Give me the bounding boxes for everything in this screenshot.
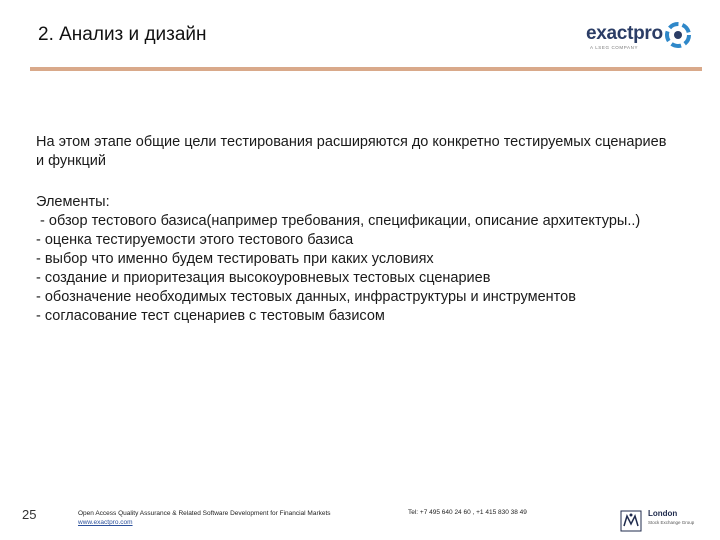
logo-wordmark: exactpro [586, 23, 663, 44]
lse-name: London [648, 509, 678, 518]
elements-heading: Элементы: [36, 194, 110, 210]
header-divider [30, 67, 702, 71]
list-item: - выбор что именно будем тестировать при каких условиях [36, 251, 434, 267]
logo-tagline: A LSEG COMPANY [590, 45, 639, 50]
lse-subtitle: Stock Exchange Group [648, 520, 695, 525]
page-number: 25 [22, 507, 37, 522]
footer-info [78, 509, 331, 527]
slide-body [36, 133, 676, 326]
footer-description: Open Access Quality Assurance & Related Software Development for Financial Markets [78, 510, 331, 517]
exactpro-mark-icon [664, 21, 692, 49]
lse-logo [620, 508, 700, 532]
slide-title: 2. Анализ и дизайн [38, 24, 207, 45]
list-item: - обзор тестового базиса(например требования, спецификации, описание архитектуры..) [36, 213, 641, 229]
list-item: - обозначение необходимых тестовых данных, инфраструктуры и инструментов [36, 289, 576, 305]
list-item: - создание и приоритезация высокоуровневых тестовых сценариев [36, 270, 491, 286]
lse-crest-icon [620, 510, 642, 532]
footer-contacts: Tel: +7 495 640 24 60 , +1 415 830 38 49 [408, 509, 527, 516]
list-item: - согласование тест сценариев с тестовым базисом [36, 308, 385, 324]
footer-website-link[interactable]: www.exactpro.com [78, 519, 133, 526]
exactpro-logo [584, 19, 694, 55]
list-item: - оценка тестируемости этого тестового базиса [36, 232, 354, 248]
intro-paragraph: На этом этапе общие цели тестирования расширяются до конкретно тестируемых сценариев и функций [36, 134, 667, 169]
